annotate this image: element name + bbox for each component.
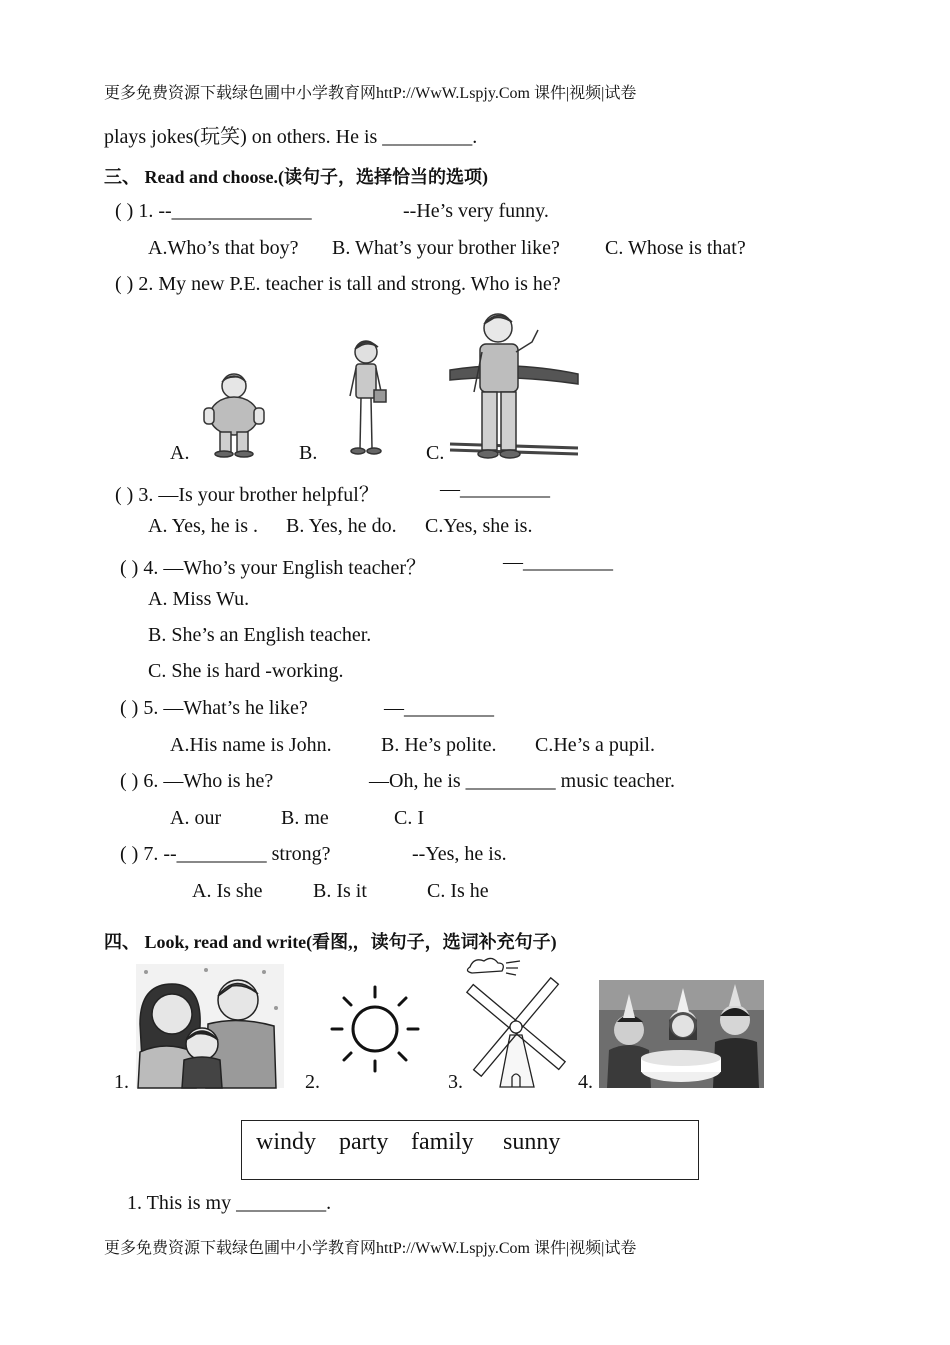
q1-stem: ( ) 1. --______________ <box>115 200 312 222</box>
q1-answer: --He’s very funny. <box>403 200 549 222</box>
q5-option-b: B. He’s polite. <box>381 734 497 756</box>
q6-stem: ( ) 6. —Who is he? <box>120 770 274 792</box>
section3-title: 三、 Read and choose.(读句子，选择恰当的选项) <box>104 167 489 187</box>
q6-option-c: C. I <box>394 807 424 829</box>
intro-line: plays jokes(玩笑) on others. He is _________. <box>104 126 478 148</box>
q5-answer: —_________ <box>384 697 494 719</box>
family-picture <box>136 964 284 1088</box>
word-party: party <box>339 1129 389 1155</box>
page-footer: 更多免费资源下载绿色圃中小学教育网httP://WwW.Lspjy.Com 课件|视频|试卷 <box>104 1240 637 1257</box>
thin-boy-figure <box>340 338 394 458</box>
s4-label-2: 2. <box>305 1071 320 1093</box>
s4-label-1: 1. <box>114 1071 129 1093</box>
s4-label-4: 4. <box>578 1071 593 1093</box>
party-photo <box>599 980 764 1088</box>
s4-label-3: 3. <box>448 1071 463 1093</box>
sun-picture <box>330 985 420 1073</box>
q3-option-b: B. Yes, he do. <box>286 515 397 537</box>
q6-option-a: A. our <box>170 807 222 829</box>
q7-option-a: A. Is she <box>192 880 263 902</box>
q5-option-c: C.He’s a pupil. <box>535 734 655 756</box>
q2-label-c: C. <box>426 442 445 464</box>
word-sunny: sunny <box>503 1129 561 1155</box>
q6-option-b: B. me <box>281 807 329 829</box>
q6-answer: —Oh, he is _________ music teacher. <box>369 770 676 792</box>
q4-answer: —_________ <box>503 551 613 573</box>
q3-stem: ( ) 3. —Is your brother helpful？ <box>115 484 379 506</box>
q3-option-c: C.Yes, she is. <box>425 515 533 537</box>
q2-stem: ( ) 2. My new P.E. teacher is tall and strong. Who is he? <box>115 273 561 295</box>
fat-boy-figure <box>196 372 272 458</box>
q7-option-c: C. Is he <box>427 880 489 902</box>
q4-option-b: B. She’s an English teacher. <box>148 624 372 646</box>
q7-stem: ( ) 7. --_________ strong? <box>120 843 331 865</box>
q3-option-a: A. Yes, he is . <box>148 515 259 537</box>
q2-label-b: B. <box>299 442 318 464</box>
q5-stem: ( ) 5. —What’s he like? <box>120 697 308 719</box>
q1-option-a: A.Who’s that boy? <box>148 237 299 259</box>
q5-option-a: A.His name is John. <box>170 734 332 756</box>
q4-option-a: A. Miss Wu. <box>148 588 250 610</box>
q1-option-c: C. Whose is that? <box>605 237 746 259</box>
q4-option-c: C. She is hard -working. <box>148 660 344 682</box>
q7-answer: --Yes, he is. <box>412 843 507 865</box>
q4-stem: ( ) 4. —Who’s your English teacher？ <box>120 557 427 579</box>
q2-label-a: A. <box>170 442 190 464</box>
word-windy: windy <box>256 1129 316 1155</box>
word-family: family <box>411 1129 474 1155</box>
s4-sentence-1: 1. This is my _________. <box>127 1192 332 1214</box>
q1-option-b: B. What’s your brother like? <box>332 237 560 259</box>
tall-man-figure <box>450 308 580 460</box>
q7-option-b: B. Is it <box>313 880 367 902</box>
windmill-picture <box>460 955 560 1089</box>
q3-answer: —_________ <box>440 478 550 500</box>
page-header: 更多免费资源下载绿色圃中小学教育网httP://WwW.Lspjy.Com 课件|视频|试卷 <box>104 85 637 102</box>
section4-title: 四、 Look, read and write(看图,，读句子，选词补充句子) <box>104 932 557 952</box>
word-bank-box <box>241 1120 699 1180</box>
